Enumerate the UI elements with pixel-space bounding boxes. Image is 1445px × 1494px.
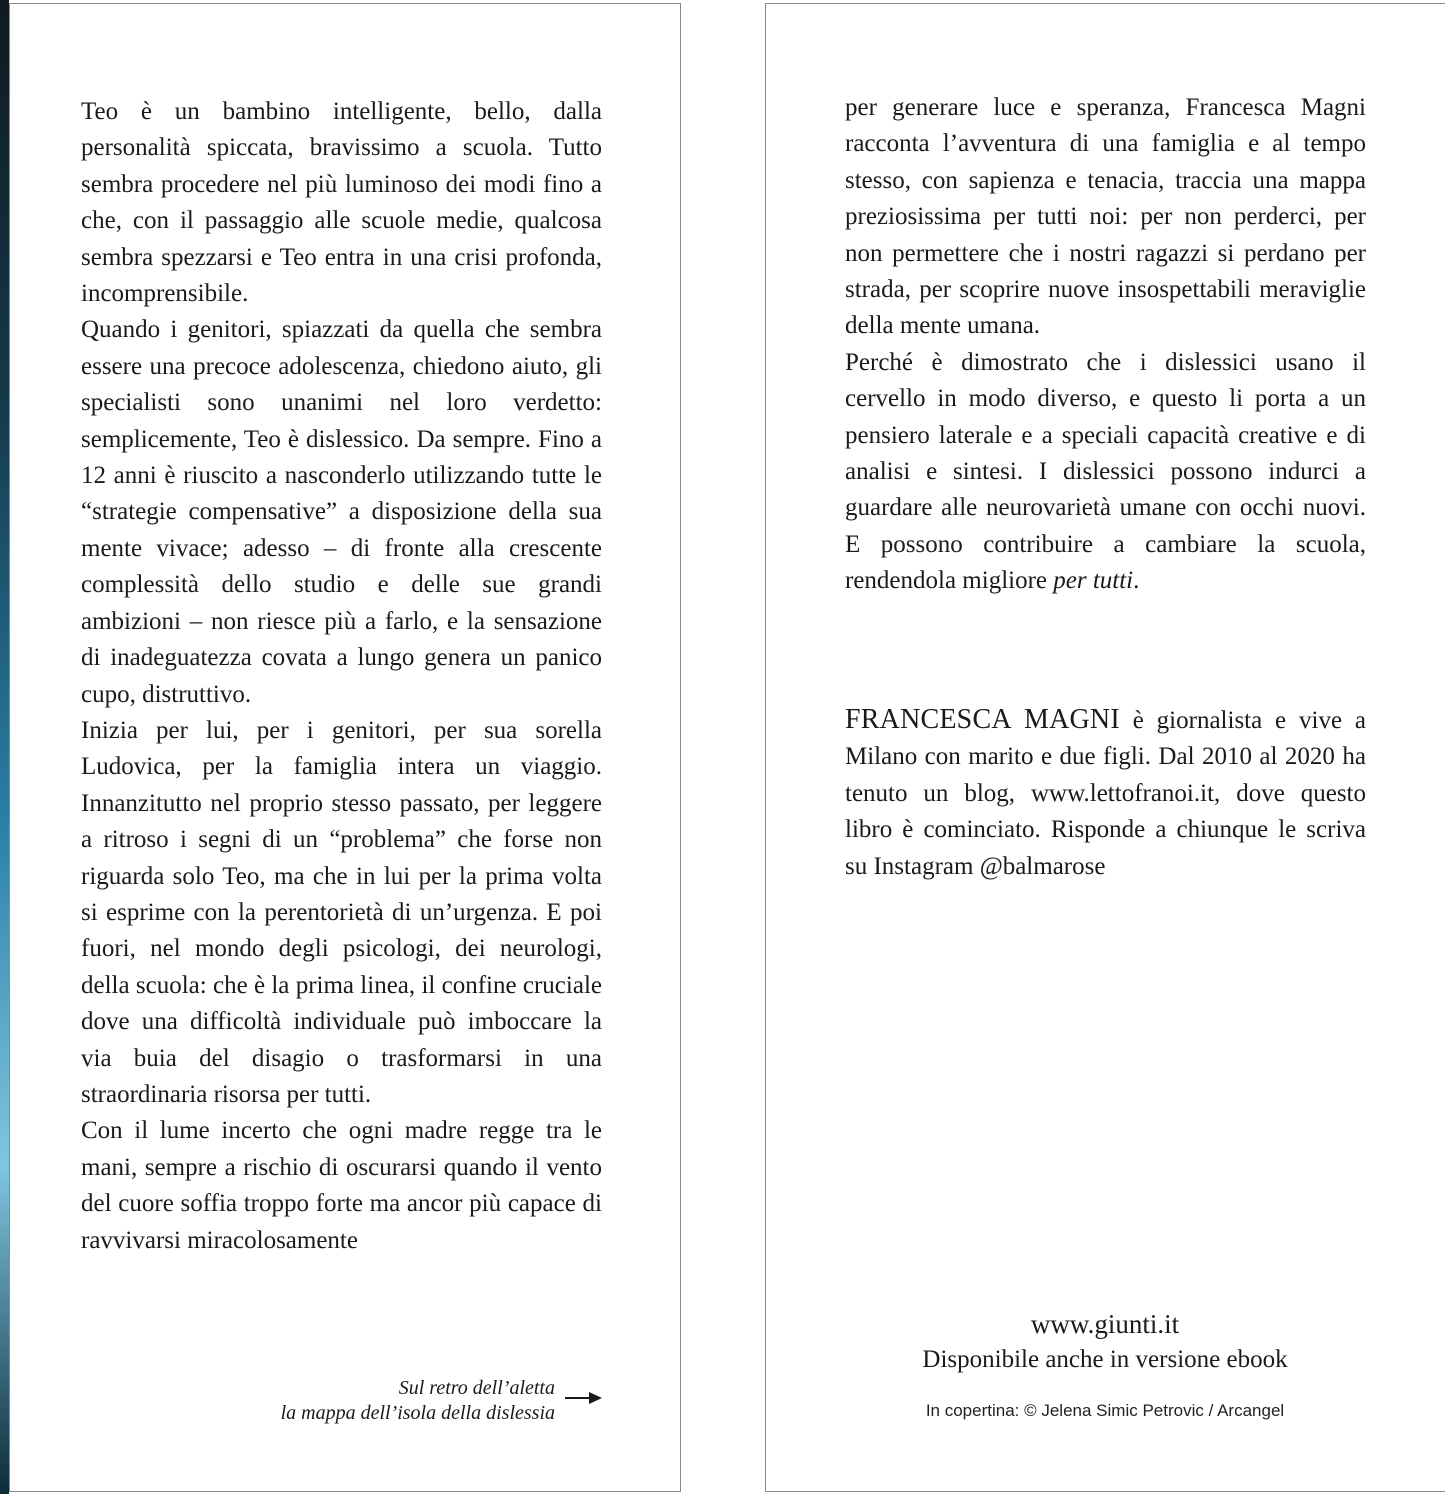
right-flap	[765, 3, 1445, 1492]
right-paragraph-2-emphasis: per tutti	[1053, 567, 1134, 595]
flap-note-line-2: la mappa dell’isola della dislessia	[280, 1401, 555, 1424]
cover-edge-strip	[0, 0, 9, 1494]
arrow-right-icon	[565, 1390, 603, 1406]
right-paragraph-2	[845, 345, 1366, 600]
publisher-website: www.giunti.it	[1030, 1309, 1180, 1339]
flap-note-line-1: Sul retro dell’aletta	[398, 1377, 555, 1399]
right-flap-text	[845, 90, 1366, 600]
author-bio	[845, 702, 1366, 885]
left-paragraph-1: Teo è un bambino intelligente, bello, dalla personalità spiccata, bravissimo a scuola. Tutto sembra procedere nel più luminoso dei modi fino a che, con il passaggio alle scuole medie, qualcosa sembra spezzarsi e Teo entra in una crisi profonda, incomprensibile.	[81, 98, 602, 308]
publisher-info	[845, 1306, 1365, 1378]
left-flap	[9, 3, 681, 1492]
cover-credit: In copertina: © Jelena Simic Petrovic / Arcangel	[925, 1401, 1285, 1420]
left-paragraph-2: Quando i genitori, spiazzati da quella che sembra essere una precoce adolescenza, chiedono aiuto, gli specialisti sono unanimi nel loro verdetto: semplicemente, Teo è dislessico. Da sempre. Fino a 12 anni è riuscito a nasconderlo utilizzando tutte le “strategie compensative” a disposizione della sua mente vivace; adesso – di fronte alla crescente complessità dello studio e delle sue grandi ambizioni – non riesce più a farlo, e la sensazione di inadeguatezza covata a lungo genera un panico cupo, distruttivo.	[81, 316, 602, 708]
right-paragraph-1: per generare luce e speranza, Francesca Magni racconta l’avventura di una famiglia e al tempo stesso, con sapienza e tenacia, traccia una mappa preziosissima per tutti noi: per non perderci, per non permettere che i nostri ragazzi si perdano per strada, per scoprire nuove insospettabili meraviglie della mente umana.	[845, 94, 1366, 340]
author-bio-text: è giornalista e vive a Milano con marito e due figli. Dal 2010 al 2020 ha tenuto un blog, www.lettofranoi.it, dove questo libro è cominciato. Risponde a chiunque le scriva su Instagram @balmarose	[845, 707, 1366, 880]
right-paragraph-2-main: Perché è dimostrato che i dislessici usano il cervello in modo diverso, e questo li porta a un pensiero laterale e a speciali capacità creative e di analisi e sintesi. I dislessici possono indurci a guardare alle neurovarietà umane con occhi nuovi. E possono contribuire a cambiare la scuola, rendendola migliore	[845, 348, 1366, 595]
left-paragraph-4: Con il lume incerto che ogni madre regge tra le mani, sempre a rischio di oscurarsi quando il vento del cuore soffia troppo forte ma ancor più capace di ravvivarsi miracolosamente	[81, 1117, 602, 1254]
right-paragraph-2-end: .	[1133, 567, 1140, 595]
author-name: FRANCESCA MAGNI	[845, 704, 1120, 735]
left-flap-text	[81, 94, 602, 1259]
left-paragraph-3: Inizia per lui, per i genitori, per sua sorella Ludovica, per la famiglia intera un viaggio. Innanzitutto nel proprio stesso passato, per leggere a ritroso i segni di un “problema” che forse non riguarda solo Teo, ma che in lui per la prima volta si esprime con la perentorietà di un’urgenza. E poi fuori, nel mondo degli psicologi, dei neurologi, della scuola: che è la prima linea, il confine cruciale dove una difficoltà individuale può imboccare la via buia del disagio o trasformarsi in una straordinaria risorsa per tutti.	[81, 716, 602, 1108]
flap-map-note	[170, 1376, 555, 1425]
ebook-availability: Disponibile anche in versione ebook	[922, 1346, 1288, 1373]
